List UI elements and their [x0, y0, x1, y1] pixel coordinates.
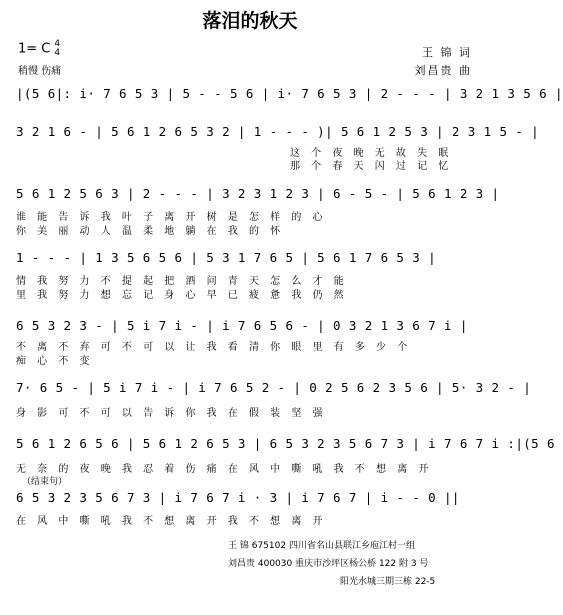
lyricist-credit: 王 锦 词 [422, 46, 472, 59]
composer-credit: 刘昌贵 曲 [414, 64, 472, 77]
time-numerator: 4 [54, 39, 61, 49]
footer-address-1: 王 锦 675102 四川省名山县联江乡庖江村一组 [228, 541, 415, 551]
key-label: 1= C [18, 41, 51, 57]
lyric-line-4a: 情 我 努 力 不 提 起 把 酒 问 青 天 怎 么 才 能 [16, 276, 348, 287]
lyric-line-6: 身 影 可 不 可 以 告 诉 你 我 在 假 装 坚 强 [16, 408, 327, 419]
score-line-7: 5 6 1 2 6 5 6 | 5 6 1 2 6 5 3 | 6 5 3 2 3 5 6 7 3 | i 7 6 7 i :|(5 6 [16, 436, 555, 451]
score-line-1: |(5 6|: i· 7 6 5 3 | 5 - - 5 6 | i· 7 6 5 3 | 2 - - - | 3 2 1 3 5 6 | [16, 86, 563, 101]
lyric-line-3b: 你 美 丽 动 人 温 柔 地 躺 在 我 的 怀 [16, 226, 285, 237]
lyric-line-7: 无 奈 的 夜 晚 我 忍 着 伤 痛 在 风 中 嘶 吼 我 不 想 离 开 [16, 464, 433, 475]
lyric-line-5b: 痴 心 不 变 [16, 356, 94, 367]
tempo-marking: 稍慢 伤痛 [18, 66, 62, 77]
score-line-3: 5 6 1 2 5 6 3 | 2 - - - | 3 2 3 1 2 3 | 6 - 5 - | 5 6 1 2 3 | [16, 186, 500, 201]
footer-address-2: 刘昌贵 400030 重庆市沙坪区杨公桥 122 附 3 号 [228, 559, 429, 569]
lyric-line-4b: 里 我 努 力 想 忘 记 身 心 早 已 疲 惫 我 仍 然 [16, 290, 348, 301]
score-line-4: 1 - - - | 1 3 5 6 5 6 | 5 3 1 7 6 5 | 5 6 1 7 6 5 3 | [16, 250, 437, 265]
lyric-line-8: 在 风 中 嘶 吼 我 不 想 离 开 我 不 想 离 开 [16, 516, 327, 527]
score-line-5: 6 5 3 2 3 - | 5 i 7 i - | i 7 6 5 6 - | 0 3 2 1 3 6 7 i | [16, 318, 468, 333]
score-line-2: 3 2 1 6 - | 5 6 1 2 6 5 3 2 | 1 - - - )| 5 6 1 2 5 3 | 2 3 1 5 - | [16, 124, 540, 139]
page-title: 落泪的秋天 [202, 10, 298, 32]
lyric-line-2a: 这 个 夜 晚 无 故 失 眠 [290, 148, 453, 159]
lyric-line-5a: 不 离 不 弃 可 不 可 以 让 我 看 清 你 眼 里 有 多 少 个 [16, 342, 412, 353]
key-signature [18, 40, 60, 58]
time-denominator: 4 [54, 48, 61, 58]
score-line-6: 7· 6 5 - | 5 i 7 i - | i 7 6 5 2 - | 0 2 5 6 2 3 5 6 | 5· 3 2 - | [16, 380, 532, 395]
time-signature [54, 40, 60, 58]
lyric-line-2b: 那 个 春 天 闪 过 记 忆 [290, 161, 453, 172]
score-line-8: 6 5 3 2 3 5 6 7 3 | i 7 6 7 i · 3 | i 7 6 7 | i - - 0 || [16, 490, 460, 505]
footer-address-3: 阳光水城三期三栋 22-5 [340, 577, 436, 587]
lyric-line-3a: 谁 能 告 诉 我 叶 子 离 开 树 是 怎 样 的 心 [16, 212, 327, 223]
ending-label: （结束句） [22, 477, 68, 487]
